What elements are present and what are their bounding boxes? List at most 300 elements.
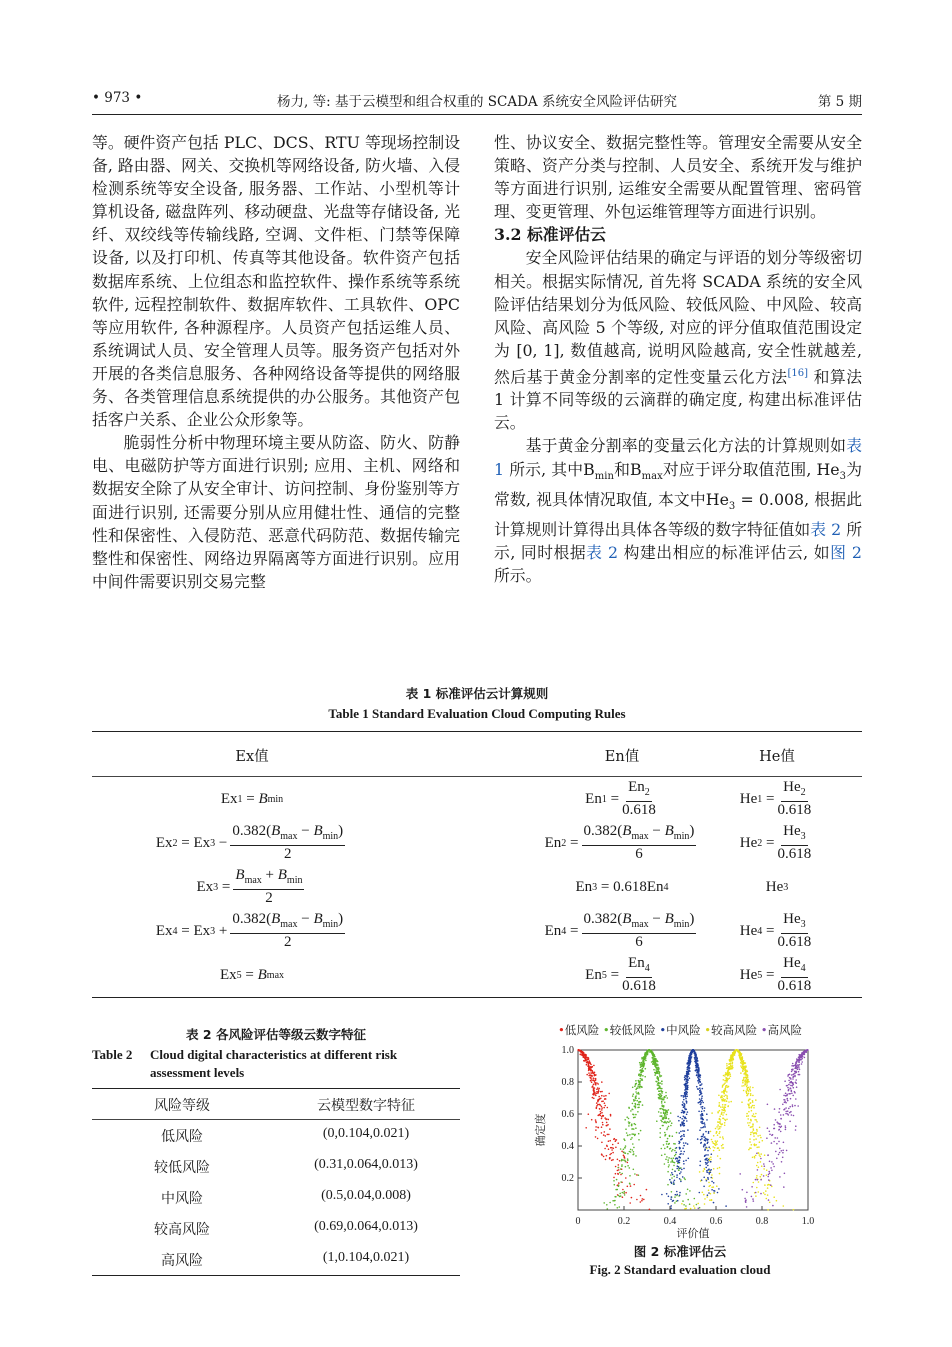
cloud-drop xyxy=(760,1137,762,1139)
cloud-drop xyxy=(755,1144,757,1146)
cloud-drop xyxy=(734,1051,736,1053)
cloud-drop xyxy=(589,1077,591,1079)
cloud-drop xyxy=(792,1106,794,1108)
cloud-drop xyxy=(701,1095,703,1097)
cloud-drop xyxy=(757,1169,759,1171)
cloud-drop xyxy=(687,1129,689,1131)
cloud-drop xyxy=(744,1062,746,1064)
cloud-drop xyxy=(748,1125,750,1127)
cloud-drop xyxy=(676,1160,678,1162)
cloud-drop xyxy=(604,1117,606,1119)
cloud-drop xyxy=(753,1135,755,1137)
cloud-drop xyxy=(593,1079,595,1081)
cloud-drop xyxy=(748,1100,750,1102)
cloud-drop xyxy=(681,1139,683,1141)
cloud-drop xyxy=(654,1064,656,1066)
cloud-drop xyxy=(683,1204,685,1206)
cloud-drop xyxy=(677,1116,679,1118)
cloud-drop xyxy=(638,1075,640,1077)
cloud-drop xyxy=(801,1052,803,1054)
cloud-drop xyxy=(667,1161,669,1163)
cloud-drop xyxy=(630,1139,632,1141)
cloud-drop xyxy=(593,1084,595,1086)
cloud-drop xyxy=(603,1134,605,1136)
cloud-drop xyxy=(631,1133,633,1135)
cloud-drop xyxy=(585,1127,587,1129)
cloud-drop xyxy=(780,1127,782,1129)
figure2-caption-en: Fig. 2 Standard evaluation cloud xyxy=(589,1262,771,1277)
cloud-drop xyxy=(638,1098,640,1100)
cloud-drop xyxy=(597,1115,599,1117)
cloud-drop xyxy=(729,1073,731,1075)
page-number: • 973 • xyxy=(92,90,143,106)
cloud-drop xyxy=(759,1141,761,1143)
cloud-drop xyxy=(672,1174,674,1176)
cloud-drop xyxy=(606,1204,608,1206)
cloud-drop xyxy=(643,1061,645,1063)
cloud-drop xyxy=(706,1172,708,1174)
cloud-drop xyxy=(724,1075,726,1077)
cloud-drop xyxy=(635,1127,637,1129)
cloud-drop xyxy=(702,1122,704,1124)
cloud-drop xyxy=(777,1122,779,1124)
cloud-drop xyxy=(719,1110,721,1112)
cloud-drop xyxy=(628,1125,630,1127)
cloud-drop xyxy=(714,1144,716,1146)
cloud-drop xyxy=(614,1200,616,1202)
cloud-drop xyxy=(730,1075,732,1077)
cloud-drop xyxy=(756,1130,758,1132)
cloud-drop xyxy=(657,1084,659,1086)
cloud-drop xyxy=(633,1147,635,1149)
cloud-drop xyxy=(745,1200,747,1202)
cloud-drop xyxy=(631,1197,633,1199)
cloud-drop xyxy=(708,1182,710,1184)
cloud-drop xyxy=(708,1186,710,1188)
cloud-drop xyxy=(689,1077,691,1079)
cloud-drop xyxy=(756,1147,758,1149)
cloud-drop xyxy=(750,1090,752,1092)
cloud-drop xyxy=(686,1092,688,1094)
cloud-drop xyxy=(670,1208,672,1210)
cloud-drop xyxy=(685,1193,687,1195)
cloud-drop xyxy=(750,1093,752,1095)
table1-header-row xyxy=(92,732,862,777)
cloud-drop xyxy=(591,1070,593,1072)
cloud-drop xyxy=(766,1198,768,1200)
cloud-drop xyxy=(757,1179,759,1181)
cloud-drop xyxy=(798,1074,800,1076)
cloud-drop xyxy=(713,1186,715,1188)
cloud-drop xyxy=(704,1149,706,1151)
cloud-drop xyxy=(602,1124,604,1126)
cloud-drop xyxy=(630,1149,632,1151)
cloud-drop xyxy=(707,1194,709,1196)
table2-link[interactable]: 表 2 xyxy=(586,543,619,563)
cloud-drop xyxy=(700,1118,702,1120)
cloud-drop xyxy=(661,1095,663,1097)
table-header: 云模型数字特征 xyxy=(317,1098,415,1114)
cloud-drop xyxy=(696,1086,698,1088)
cloud-drop xyxy=(619,1206,621,1208)
cloud-drop xyxy=(674,1150,676,1152)
cloud-drop xyxy=(679,1157,681,1159)
cloud-drop xyxy=(708,1192,710,1194)
cloud-drop xyxy=(597,1087,599,1089)
cloud-drop xyxy=(696,1067,698,1069)
cloud-drop xyxy=(788,1114,790,1116)
cloud-drop xyxy=(639,1080,641,1082)
cloud-drop xyxy=(580,1054,582,1056)
cloud-drop xyxy=(723,1118,725,1120)
cloud-drop xyxy=(755,1138,757,1140)
cloud-drop xyxy=(800,1055,802,1057)
cloud-drop xyxy=(796,1086,798,1088)
cloud-drop xyxy=(598,1091,600,1093)
cloud-drop xyxy=(604,1131,606,1133)
cloud-drop xyxy=(786,1094,788,1096)
table2-link[interactable]: 表 2 xyxy=(810,520,842,540)
cloud-drop xyxy=(786,1150,788,1152)
cloud-drop xyxy=(777,1137,779,1139)
cloud-drop xyxy=(792,1076,794,1078)
cloud-drop xyxy=(622,1189,624,1191)
cloud-drop xyxy=(700,1103,702,1105)
cloud-drop xyxy=(615,1196,617,1198)
cloud-drop xyxy=(618,1182,620,1184)
cloud-drop xyxy=(658,1111,660,1113)
cloud-drop xyxy=(711,1153,713,1155)
cloud-drop xyxy=(627,1135,629,1137)
cloud-drop xyxy=(609,1202,611,1204)
cloud-drop xyxy=(595,1129,597,1131)
cloud-drop xyxy=(706,1113,708,1115)
cloud-drop xyxy=(752,1126,754,1128)
cloud-drop xyxy=(657,1064,659,1066)
cloud-drop xyxy=(677,1165,679,1167)
cloud-drop xyxy=(627,1159,629,1161)
citation-link[interactable]: [16] xyxy=(787,367,809,379)
cloud-drop xyxy=(657,1088,659,1090)
cloud-drop xyxy=(651,1051,653,1053)
cloud-drop xyxy=(687,1076,689,1078)
cloud-drop xyxy=(672,1135,674,1137)
cloud-drop xyxy=(723,1095,725,1097)
cloud-drop xyxy=(704,1198,706,1200)
cloud-drop xyxy=(771,1170,773,1172)
cloud-drop xyxy=(604,1148,606,1150)
cloud-drop xyxy=(745,1066,747,1068)
cloud-drop xyxy=(704,1136,706,1138)
cloud-drop xyxy=(634,1086,636,1088)
cloud-drop xyxy=(596,1107,598,1109)
cloud-drop xyxy=(638,1104,640,1106)
formula: He 2 = $He_3$ 0.618 xyxy=(739,823,812,862)
cloud-drop xyxy=(752,1115,754,1117)
cloud-drop xyxy=(613,1180,615,1182)
cloud-drop xyxy=(688,1069,690,1071)
cloud-drop xyxy=(589,1062,591,1064)
cloud-drop xyxy=(707,1139,709,1141)
cloud-drop xyxy=(640,1195,642,1197)
cloud-drop xyxy=(661,1075,663,1077)
cloud-drop xyxy=(683,1135,685,1137)
cloud-drop xyxy=(633,1153,635,1155)
cloud-drop xyxy=(697,1138,699,1140)
cloud-drop xyxy=(779,1176,781,1178)
cloud-drop xyxy=(687,1189,689,1191)
cloud-drop xyxy=(618,1195,620,1197)
cloud-drop xyxy=(678,1160,680,1162)
cloud-drop xyxy=(632,1114,634,1116)
cloud-drop xyxy=(748,1093,750,1095)
y-tick-label: 0.8 xyxy=(561,1077,574,1088)
cloud-drop xyxy=(797,1105,799,1107)
cloud-drop xyxy=(637,1107,639,1109)
cloud-drop xyxy=(763,1168,765,1170)
cloud-drop xyxy=(681,1095,683,1097)
cloud-drop xyxy=(659,1115,661,1117)
cloud-drop xyxy=(752,1100,754,1102)
cloud-drop xyxy=(752,1198,754,1200)
table2-caption xyxy=(92,1025,460,1082)
cloud-drop xyxy=(707,1154,709,1156)
cloud-drop xyxy=(763,1163,765,1165)
cloud-drop xyxy=(635,1105,637,1107)
cloud-drop xyxy=(711,1189,713,1191)
cloud-drop xyxy=(679,1173,681,1175)
cloud-drop xyxy=(744,1080,746,1082)
cloud-drop xyxy=(764,1165,766,1167)
cloud-drop xyxy=(727,1098,729,1100)
cloud-drop xyxy=(594,1094,596,1096)
cloud-drop xyxy=(720,1126,722,1128)
cloud-drop xyxy=(670,1174,672,1176)
table1-link[interactable]: 表 1 xyxy=(494,436,862,479)
cloud-drop xyxy=(722,1123,724,1125)
cloud-drop xyxy=(699,1165,701,1167)
cloud-drop xyxy=(684,1208,686,1210)
cloud-drop xyxy=(585,1055,587,1057)
cloud-drop xyxy=(708,1158,710,1160)
cloud-drop xyxy=(769,1134,771,1136)
cloud-drop xyxy=(732,1057,734,1059)
cloud-drop xyxy=(725,1120,727,1122)
paragraph: 性、协议安全、数据完整性等。管理安全需要从安全策略、资产分类与控制、人员安全、系统开发与维护等方面进行识别, 运维安全需要从配置管理、密码管理、变更管理、外包运维管理等方面进行识别。 xyxy=(494,133,862,222)
cloud-drop xyxy=(720,1106,722,1108)
cloud-drop xyxy=(767,1127,769,1129)
cloud-drop xyxy=(614,1184,616,1186)
table-row: 较低风险 (0.31,0.064,0.013) xyxy=(154,1157,418,1176)
cloud-drop xyxy=(629,1167,631,1169)
cloud-drop xyxy=(658,1068,660,1070)
cloud-drop xyxy=(750,1127,752,1129)
cloud-drop xyxy=(621,1173,623,1175)
cloud-drop xyxy=(657,1083,659,1085)
running-header xyxy=(92,90,862,112)
cloud-drop xyxy=(668,1118,670,1120)
cloud-drop xyxy=(698,1078,700,1080)
cloud-drop xyxy=(700,1116,702,1118)
cloud-drop xyxy=(586,1059,588,1061)
cloud-drop xyxy=(789,1106,791,1108)
cloud-drop xyxy=(802,1055,804,1057)
table-row: 中风险 (0.5,0.04,0.008) xyxy=(161,1188,411,1207)
cloud-drop xyxy=(663,1144,665,1146)
table-row xyxy=(92,821,862,865)
scatter-chart xyxy=(530,1042,830,1262)
cloud-drop xyxy=(674,1143,676,1145)
cloud-drop xyxy=(661,1148,663,1150)
cloud-drop xyxy=(680,1124,682,1126)
cloud-drop xyxy=(669,1120,671,1122)
cloud-drop xyxy=(617,1159,619,1161)
cloud-drop xyxy=(738,1050,740,1052)
cloud-drop xyxy=(632,1109,634,1111)
cloud-drop xyxy=(687,1069,689,1071)
cloud-drop xyxy=(683,1116,685,1118)
chart-legend xyxy=(530,1022,830,1038)
figure2-link[interactable]: 图 2 xyxy=(830,543,862,563)
cloud-drop xyxy=(753,1132,755,1134)
cloud-drop xyxy=(735,1050,737,1052)
cloud-drop xyxy=(633,1169,635,1171)
cloud-drop xyxy=(794,1075,796,1077)
cloud-drop xyxy=(608,1140,610,1142)
cloud-drop xyxy=(649,1209,651,1211)
cloud-drop xyxy=(722,1136,724,1138)
cloud-drop xyxy=(711,1174,713,1176)
cloud-drop xyxy=(601,1091,603,1093)
cloud-drop xyxy=(627,1153,629,1155)
cloud-drop xyxy=(657,1072,659,1074)
cloud-drop xyxy=(750,1119,752,1121)
cloud-drop xyxy=(684,1104,686,1106)
cloud-drop xyxy=(591,1075,593,1077)
cloud-drop xyxy=(660,1120,662,1122)
cloud-drop xyxy=(711,1181,713,1183)
table1-caption-en: Table 1 Standard Evaluation Cloud Computing Rules xyxy=(328,706,626,721)
cloud-drop xyxy=(656,1120,658,1122)
cloud-drop xyxy=(656,1063,658,1065)
cloud-drop xyxy=(712,1177,714,1179)
cloud-drop xyxy=(789,1077,791,1079)
cloud-drop xyxy=(635,1103,637,1105)
cloud-drop xyxy=(726,1078,728,1080)
cloud-drop xyxy=(598,1088,600,1090)
cloud-drop xyxy=(767,1194,769,1196)
cloud-drop xyxy=(783,1114,785,1116)
cloud-drop xyxy=(763,1175,765,1177)
cloud-drop xyxy=(720,1158,722,1160)
cloud-drop xyxy=(683,1112,685,1114)
cloud-drop xyxy=(683,1145,685,1147)
cloud-drop xyxy=(667,1097,669,1099)
cloud-drop xyxy=(591,1119,593,1121)
cloud-drop xyxy=(789,1074,791,1076)
cloud-drop xyxy=(798,1067,800,1069)
cloud-drop xyxy=(685,1088,687,1090)
cloud-drop xyxy=(587,1057,589,1059)
cloud-drop xyxy=(684,1179,686,1181)
cloud-drop xyxy=(654,1060,656,1062)
cloud-drop xyxy=(610,1147,612,1149)
cloud-drop xyxy=(687,1088,689,1090)
cloud-drop xyxy=(776,1143,778,1145)
cloud-drop xyxy=(601,1142,603,1144)
cloud-drop xyxy=(782,1152,784,1154)
cloud-drop xyxy=(619,1160,621,1162)
cloud-drop xyxy=(702,1102,704,1104)
cloud-drop xyxy=(651,1061,653,1063)
cloud-drop xyxy=(719,1118,721,1120)
cloud-drop xyxy=(665,1112,667,1114)
cloud-drop xyxy=(626,1132,628,1134)
cloud-drop xyxy=(685,1085,687,1087)
table-header: 风险等级 xyxy=(154,1098,210,1114)
cloud-drop xyxy=(633,1184,635,1186)
cloud-drop xyxy=(619,1172,621,1174)
cloud-drop xyxy=(680,1171,682,1173)
cloud-drop xyxy=(755,1132,757,1134)
cloud-drop xyxy=(791,1065,793,1067)
cloud-drop xyxy=(634,1123,636,1125)
cloud-drop xyxy=(601,1153,603,1155)
cloud-drop xyxy=(760,1161,762,1163)
cloud-drop xyxy=(628,1118,630,1120)
cloud-drop xyxy=(747,1122,749,1124)
cloud-drop xyxy=(636,1199,638,1201)
cloud-drop xyxy=(731,1055,733,1057)
legend-item: •高风险 xyxy=(760,1023,803,1037)
table-row xyxy=(92,953,862,997)
cloud-drop xyxy=(633,1093,635,1095)
cloud-drop xyxy=(753,1129,755,1131)
cloud-drop xyxy=(623,1138,625,1140)
cloud-drop xyxy=(730,1101,732,1103)
cloud-drop xyxy=(605,1159,607,1161)
cloud-drop xyxy=(792,1085,794,1087)
table1-caption-cn: 表 1 标准评估云计算规则 xyxy=(405,686,549,701)
cloud-drop xyxy=(796,1059,798,1061)
cloud-drop xyxy=(609,1140,611,1142)
cloud-drop xyxy=(698,1102,700,1104)
cloud-drop xyxy=(748,1149,750,1151)
cloud-drop xyxy=(596,1082,598,1084)
cloud-drop xyxy=(772,1163,774,1165)
cloud-drop xyxy=(785,1125,787,1127)
cloud-drop xyxy=(658,1077,660,1079)
cloud-drop xyxy=(597,1127,599,1129)
cloud-drop xyxy=(620,1148,622,1150)
cloud-drop xyxy=(700,1102,702,1104)
cloud-drop xyxy=(710,1159,712,1161)
cloud-drop xyxy=(683,1163,685,1165)
cloud-drop xyxy=(687,1079,689,1081)
paragraph: 脆弱性分析中物理环境主要从防盗、防火、防静电、电磁防护等方面进行识别; 应用、主机、网络和数据安全除了从安全审计、访问控制、身份鉴别等方面进行识别, 还需要分别从应用健壮性、通信的完整性和保密性、入侵防范、恶意代码防范、数据传输完整性和保密性、网络边界隔离等方面进行识别。应用中间件需要识别交易完整 xyxy=(92,433,460,591)
cloud-drop xyxy=(684,1094,686,1096)
cloud-drop xyxy=(667,1171,669,1173)
cloud-drop xyxy=(673,1157,675,1159)
cloud-drop xyxy=(696,1069,698,1071)
paragraph: 等。硬件资产包括 PLC、DCS、RTU 等现场控制设备, 路由器、网关、交换机等网络设备, 防火墙、入侵检测系统等安全设备, 服务器、工作站、小型机等计算机设备, 磁盘阵列、移动硬盘、光盘等存储设备, 光纤、双绞线等传输线路, 空调、文件柜、门禁等保障设备, 以及打印机、传真等其他设备。软件资产包括数据库系统、上位组态和监控软件、操作系统等系统软件, 远程控制软件、数据库软件、工具软件、OPC 等应用软件, 各种源程序。人员资产包括运维人员、系统调试人员、安全管理人员等。服务资产包括对外开展的各类信息服务、各种网络设备等提供的网络服务、各类管理信息系统提供的办公服务。其他资产包括客户关系、企业公众形象等。 xyxy=(92,133,460,430)
cloud-drop xyxy=(637,1104,639,1106)
cloud-drop xyxy=(635,1155,637,1157)
cloud-drop xyxy=(677,1162,679,1164)
cloud-drop xyxy=(583,1053,585,1055)
cloud-drop xyxy=(700,1101,702,1103)
cloud-drop xyxy=(615,1173,617,1175)
